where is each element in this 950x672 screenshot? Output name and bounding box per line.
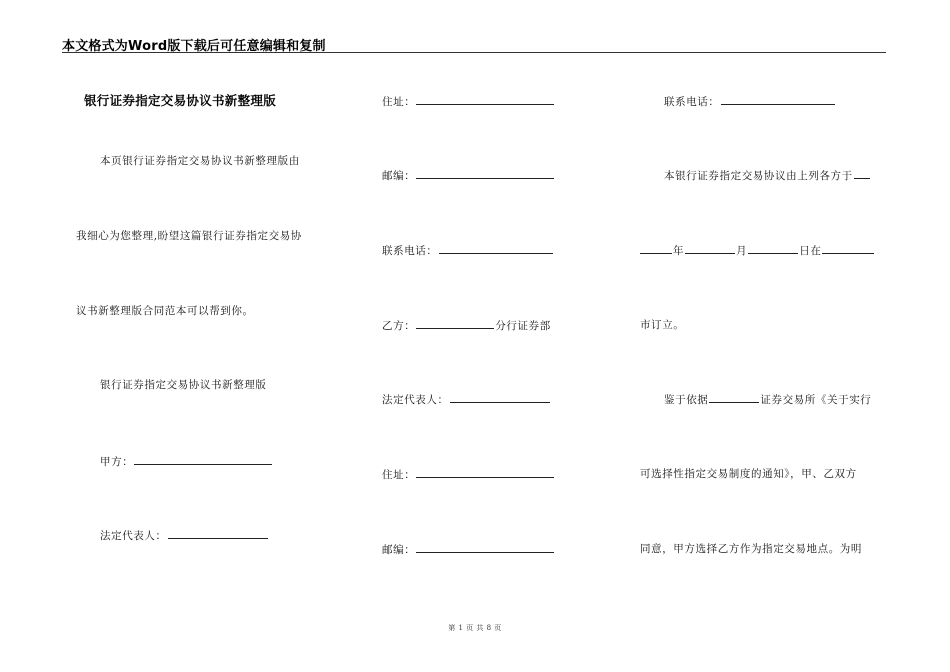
basis-line-3: 同意，甲方选择乙方作为指定交易地点。为明 (640, 543, 862, 555)
intro-line-3: 议书新整理版合同范本可以帮到你。 (76, 305, 254, 317)
exchange-field[interactable] (709, 392, 759, 403)
agreement-line-1 (664, 168, 871, 183)
document-title: 银行证券指定交易协议书新整理版 (84, 93, 277, 108)
party-b-label: 乙方： (382, 320, 416, 332)
address-row (382, 94, 555, 109)
month-field[interactable] (685, 243, 735, 254)
basis-line-1 (664, 392, 871, 407)
basis-line-2: 可选择性指定交易制度的通知》，甲、乙双方 (640, 468, 857, 480)
postcode-label: 邮编： (382, 170, 416, 182)
party-b-field[interactable] (416, 318, 494, 329)
legal-rep-b-label: 法定代表人： (382, 394, 449, 406)
basis-prefix: 鉴于依据 (664, 394, 709, 406)
address2-row (382, 467, 555, 482)
year-field[interactable] (640, 243, 672, 254)
legal-rep-b-field[interactable] (450, 392, 550, 403)
intro-line-1: 本页银行证券指定交易协议书新整理版由 (100, 155, 300, 167)
phone-label: 联系电话： (382, 245, 438, 257)
legal-rep-field[interactable] (168, 528, 268, 539)
postcode2-field[interactable] (416, 542, 554, 553)
intro-line-2: 我细心为您整理,盼望这篇银行证券指定交易协 (76, 230, 302, 242)
legal-rep-b-row (382, 392, 551, 407)
day-label: 日在 (799, 245, 822, 257)
phone-b-field[interactable] (721, 94, 835, 105)
postcode2-row (382, 542, 555, 557)
signed-text: 市订立。 (640, 319, 685, 331)
address2-label: 住址： (382, 469, 416, 481)
place-field[interactable] (822, 243, 874, 254)
legal-rep-label: 法定代表人： (100, 530, 167, 542)
address-field[interactable] (416, 94, 554, 105)
address2-field[interactable] (416, 467, 554, 478)
agreement-text-1: 本银行证券指定交易协议由上列各方于 (664, 170, 853, 182)
page-number: 第 1 页 共 8 页 (448, 624, 502, 632)
day-field[interactable] (748, 243, 798, 254)
party-a-field[interactable] (134, 454, 272, 465)
party-b-row (382, 318, 551, 333)
column-3 (640, 0, 890, 672)
subtitle: 银行证券指定交易协议书新整理版 (100, 379, 267, 391)
postcode-row (382, 168, 555, 183)
phone-row (382, 243, 554, 258)
phone-field[interactable] (439, 243, 553, 254)
month-label: 月 (736, 245, 748, 257)
column-1 (62, 0, 337, 672)
party-a-row (100, 454, 273, 469)
phone-b-row (664, 94, 836, 109)
column-2 (382, 0, 562, 672)
agreement-date-field[interactable] (854, 168, 870, 179)
postcode2-label: 邮编： (382, 544, 416, 556)
basis-suffix: 证券交易所《关于实行 (760, 394, 872, 406)
year-label: 年 (673, 245, 685, 257)
address-label: 住址： (382, 96, 416, 108)
phone-b-label: 联系电话： (664, 96, 720, 108)
header-text: 本文格式为Word版下载后可任意编辑和复制 (62, 39, 326, 54)
party-a-label: 甲方： (100, 456, 134, 468)
date-row (640, 243, 875, 258)
legal-rep-row (100, 528, 269, 543)
party-b-suffix: 分行证券部 (495, 320, 551, 332)
postcode-field[interactable] (416, 168, 554, 179)
